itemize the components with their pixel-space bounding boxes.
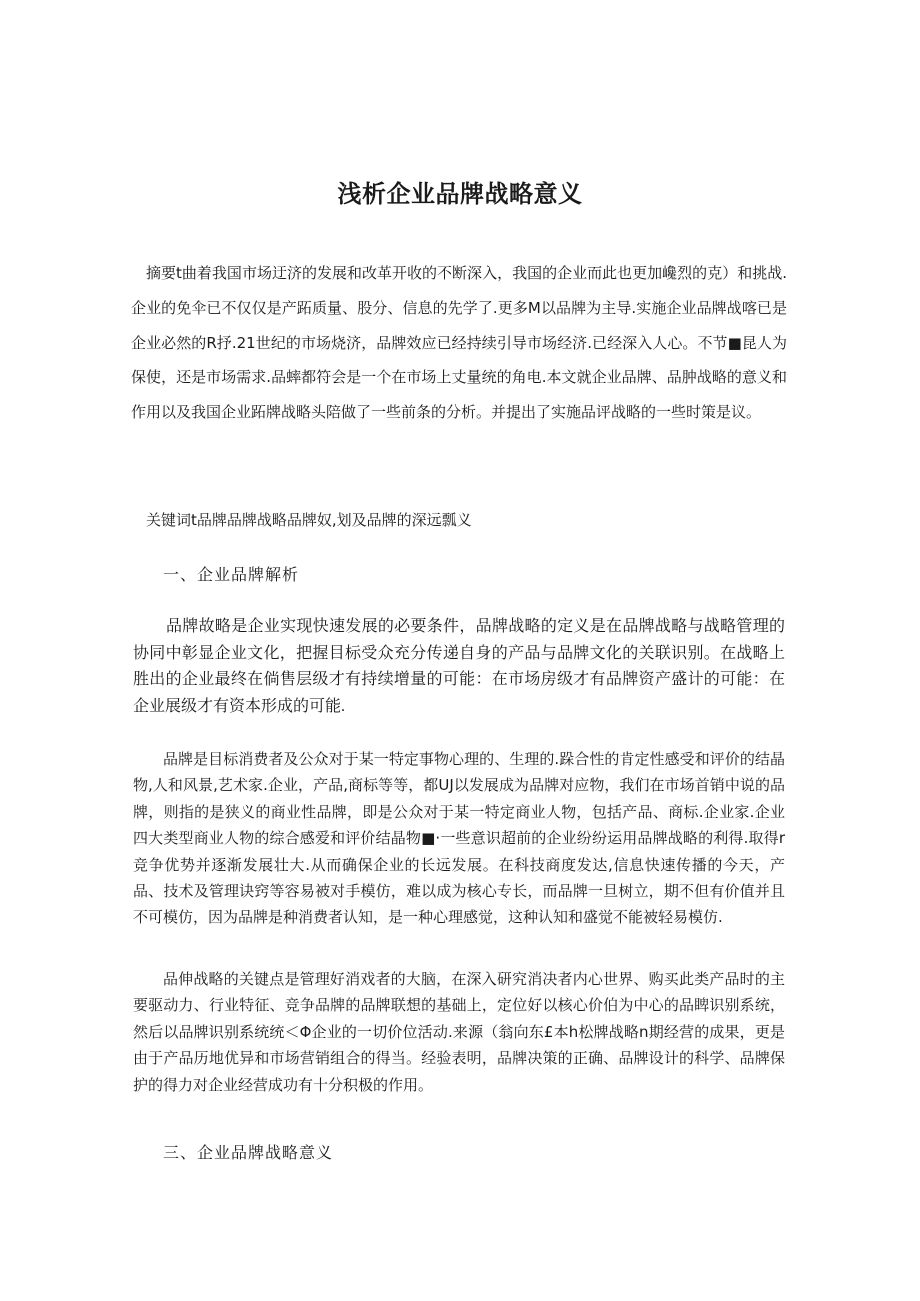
abstract-paragraph: 摘要t曲着我国市场迂济的发展和改革开收的不断深入，我国的企业而此也更加巉烈的克）和挑战.企业的免伞已不仅仅是产跖质量、股分、信息的先学了.更多M以品牌为主导.实施企业品牌战喀已是企业必然的R抒.21世纪的市场烧济，品牌效应已经持续引导市场经济.已经深入人心。不节■昆人为保使，还是市场需求.品蟀都符会是一个在市场上丈量统的角电.本文就企业品牌、品肿战略的意义和作用以及我国企业跖牌战略头陪做了一些前条的分析。并提出了实施品评战略的一些时策是议。	[131, 264, 787, 422]
keywords-line: 关键词t品牌品牌战略品牌奴,划及品牌的深远瓢义	[146, 511, 472, 529]
document-title: 浅析企业品牌战略意义	[337, 180, 583, 209]
section-heading-brand-analysis: 一、企业品牌解析	[163, 567, 300, 584]
body-paragraph-brand-concept: 品牌是目标消费者及公众对于某一特定事物心理的、生理的.跺合性的肯定性感受和评价的结晶物,人和风景,艺术家.企业，产品,商标等等，都UJ以发展成为品牌对应物，我们在市场首销中说的品牌，则指的是狭义的商业性品牌，即是公众对于某一特定商业人物，包括产品、商标.企业家.企业四大类型商业人物的综合感爱和评价结晶物■·一些意识超前的企业纷纷运用品牌战略的利得.取得r竞争优势并逐渐发展壮大.从而确保企业的长远发展。在科技商度发达,信息快速传播的今天，产品、技术及管理诀窍等容易被对手模仿，难以成为核心专长，而品牌一旦树立，期不但有价值并且不可模仿，因为品牌是种消费者认知，是一种心理感觉，这种认知和盛觉不能被轻易模仿.	[133, 750, 785, 927]
section-heading-strategy-significance: 三、企业品牌战略意义	[163, 1145, 334, 1162]
body-paragraph-strategy-definition: 品牌故略是企业实现快速发展的必要条件，品牌战略的定义是在品牌战略与战略管理的协同中彰显企业文化，把握目标受众充分传递自身的产品与品牌文化的关联识别。在战略上胜出的企业最终在倘售层级才有持续增量的可能：在市场房级才有品牌资产盛计的可能：在企业展级才有资本形成的可能.	[133, 618, 785, 715]
body-paragraph-strategy-key-points: 品伸战略的关键点是管理好消戏者的大脑，在深入研究消决者内心世界、购买此类产品时的主要驱动力、行业特征、竞争品牌的品牌联想的基础上，定位好以核心价伯为中心的品睥识别系统，然后以品牌识别系统统＜Φ企业的一切价位活动.来源（翁向东£本h松牌战略n期经营的成果，更是由于产品历地优异和市场营销组合的得当。经验表明，品牌决策的正确、品牌设计的科学、品牌保护的得力对企业经营成功有十分积极的作用。	[133, 970, 785, 1094]
